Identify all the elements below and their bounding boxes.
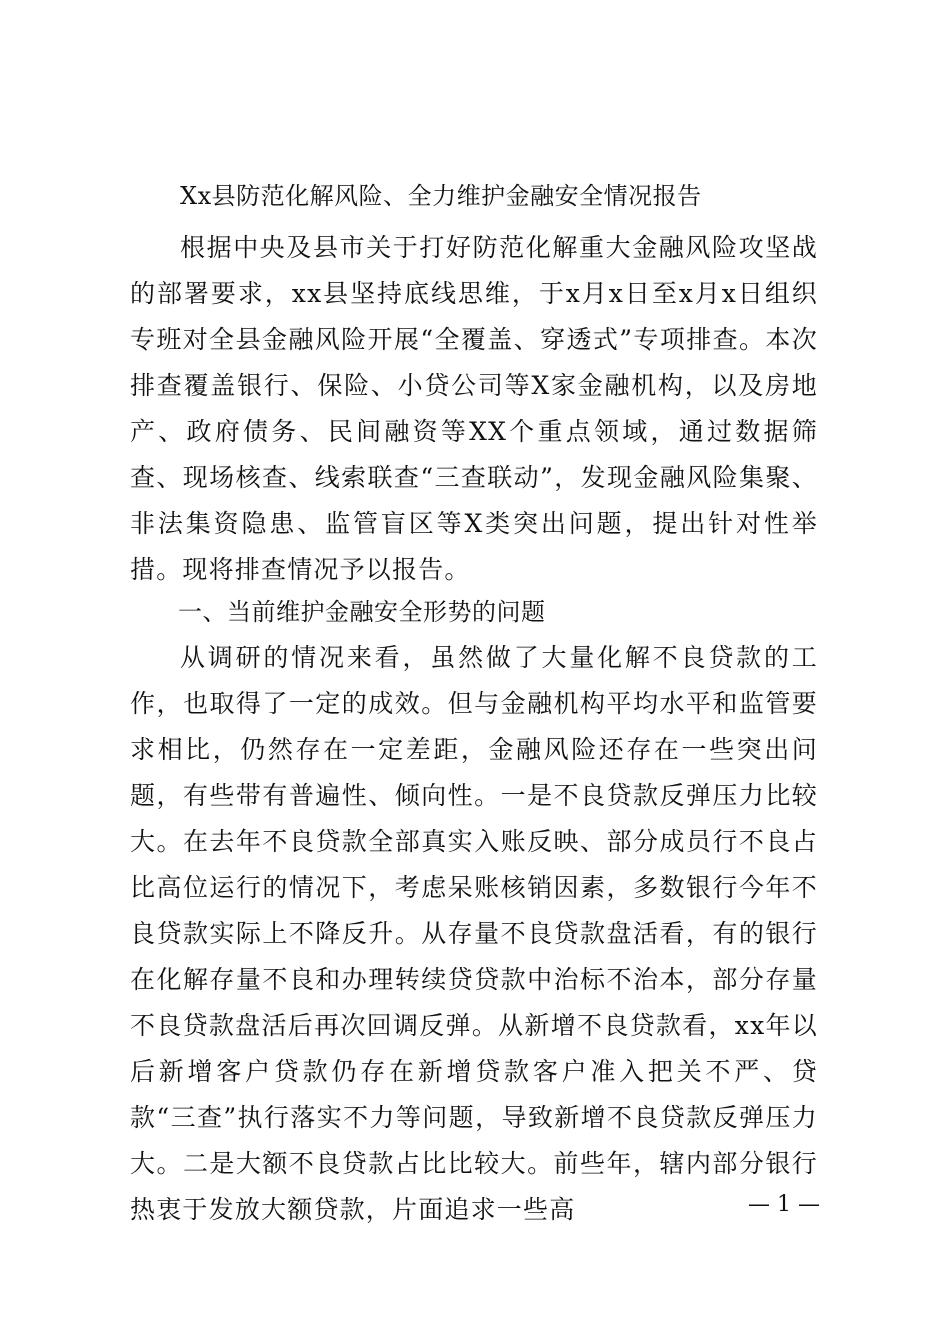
intro-section [130,225,818,593]
section-1-paragraph: 从调研的情况来看，虽然做了大量化解不良贷款的工作，也取得了一定的成效。但与金融机构平均水平和监管要求相比，仍然存在一定差距，金融风险还存在一些突出问题，有些带有普遍性、倾向性。一是不良贷款反弹压力比较大。在去年不良贷款全部真实入账反映、部分成员行不良占比高位运行的情况下，考虑呆账核销因素，多数银行今年不良贷款实际上不降反升。从存量不良贷款盘活看，有的银行在化解存量不良和办理转续贷贷款中治标不治本，部分存量不良贷款盘活后再次回调反弹。从新增不良贷款看，xx年以后新增客户贷款仍存在新增贷款客户准入把关不严、贷款“三查”执行落实不力等问题，导致新增不良贷款反弹压力大。二是大额不良贷款占比比较大。前些年，辖内部分银行热衷于发放大额贷款，片面追求一些高 [130,643,818,1224]
section-1 [130,589,818,1233]
intro-paragraph: 根据中央及县市关于打好防范化解重大金融风险攻坚战的部署要求，xx县坚持底线思维，于x月x日至x月x日组织专班对全县金融风险开展“全覆盖、穿透式”专项排查。本次排查覆盖银行、保险、小贷公司等X家金融机构，以及房地产、政府债务、民间融资等XX个重点领域，通过数据筛查、现场核查、线索联查“三查联动”，发现金融风险集聚、非法集资隐患、监管盲区等X类突出问题，提出针对性举措。现将排查情况予以报告。 [130,233,818,584]
section-1-heading: 一、当前维护金融安全形势的问题 [178,598,546,626]
document-title: Xx县防范化解风险、全力维护金融安全情况报告 [180,182,702,210]
page-number: — 1 — [748,1192,820,1217]
